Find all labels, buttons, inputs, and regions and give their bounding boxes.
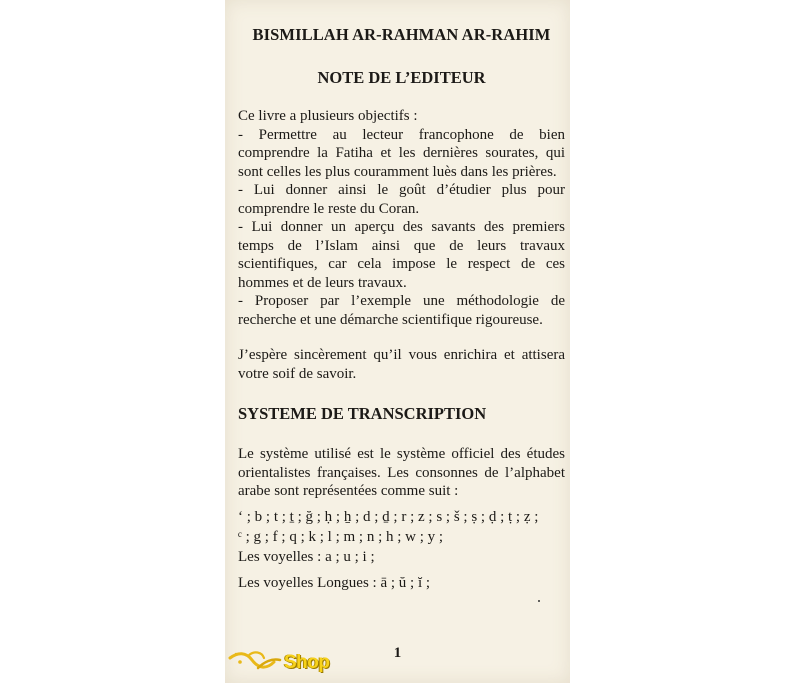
- stray-dot: [538, 600, 540, 602]
- editor-note-heading: NOTE DE L’EDITEUR: [317, 68, 486, 87]
- swirl-icon: [228, 648, 288, 682]
- objective-item: - Lui donner un aperçu des savants des premiers temps de l’Islam ainsi que de leurs travaux scientifiques, car cela impose le respect de ces hommes et de leurs travaux.: [238, 219, 565, 291]
- page-number: 1: [393, 645, 402, 661]
- intro-section: [238, 107, 565, 329]
- logo-text: Shop: [284, 652, 330, 673]
- page-title: BISMILLAH AR-RAHMAN AR-RAHIM: [252, 25, 551, 44]
- objective-item: - Lui donner ainsi le goût d’étudier plus pour comprendre le reste du Coran.: [238, 182, 565, 217]
- intro-line: Ce livre a plusieurs objectifs :: [238, 108, 418, 124]
- consonants-line: ‘ ; b ; t ; ṯ ; ğ ; ḥ ; ẖ ; d ; ḏ ; r ; z ; s ; š ; ṣ ; ḍ ; ṭ ; ẓ ;: [238, 508, 539, 525]
- vowels-line: Les voyelles : a ; u ; i ;: [238, 548, 375, 565]
- shop-logo[interactable]: [228, 648, 348, 682]
- objective-item: - Permettre au lecteur francophone de bien comprendre la Fatiha et les dernières sourates, qui sont celles les plus couramment luès dans les prières.: [238, 126, 565, 180]
- transcription-heading: SYSTEME DE TRANSCRIPTION: [238, 404, 487, 423]
- long-vowels-line: Les voyelles Longues : ā ; ŭ ; ĭ ;: [238, 574, 431, 591]
- page-content: [238, 25, 565, 593]
- consonants-line: ᶜ ; g ; f ; q ; k ; l ; m ; n ; h ; w ; y ;: [238, 528, 444, 545]
- objective-item: - Proposer par l’exemple une méthodologie de recherche et une démarche scientifique rigoureuse.: [238, 293, 565, 328]
- system-paragraph: Le système utilisé est le système officiel des études orientalistes françaises. Les consonnes de l’alphabet arabe sont représentées comme suit :: [238, 446, 565, 499]
- closing-paragraph: J’espère sincèrement qu’il vous enrichira et attisera votre soif de savoir.: [238, 347, 565, 382]
- book-page: [225, 0, 570, 683]
